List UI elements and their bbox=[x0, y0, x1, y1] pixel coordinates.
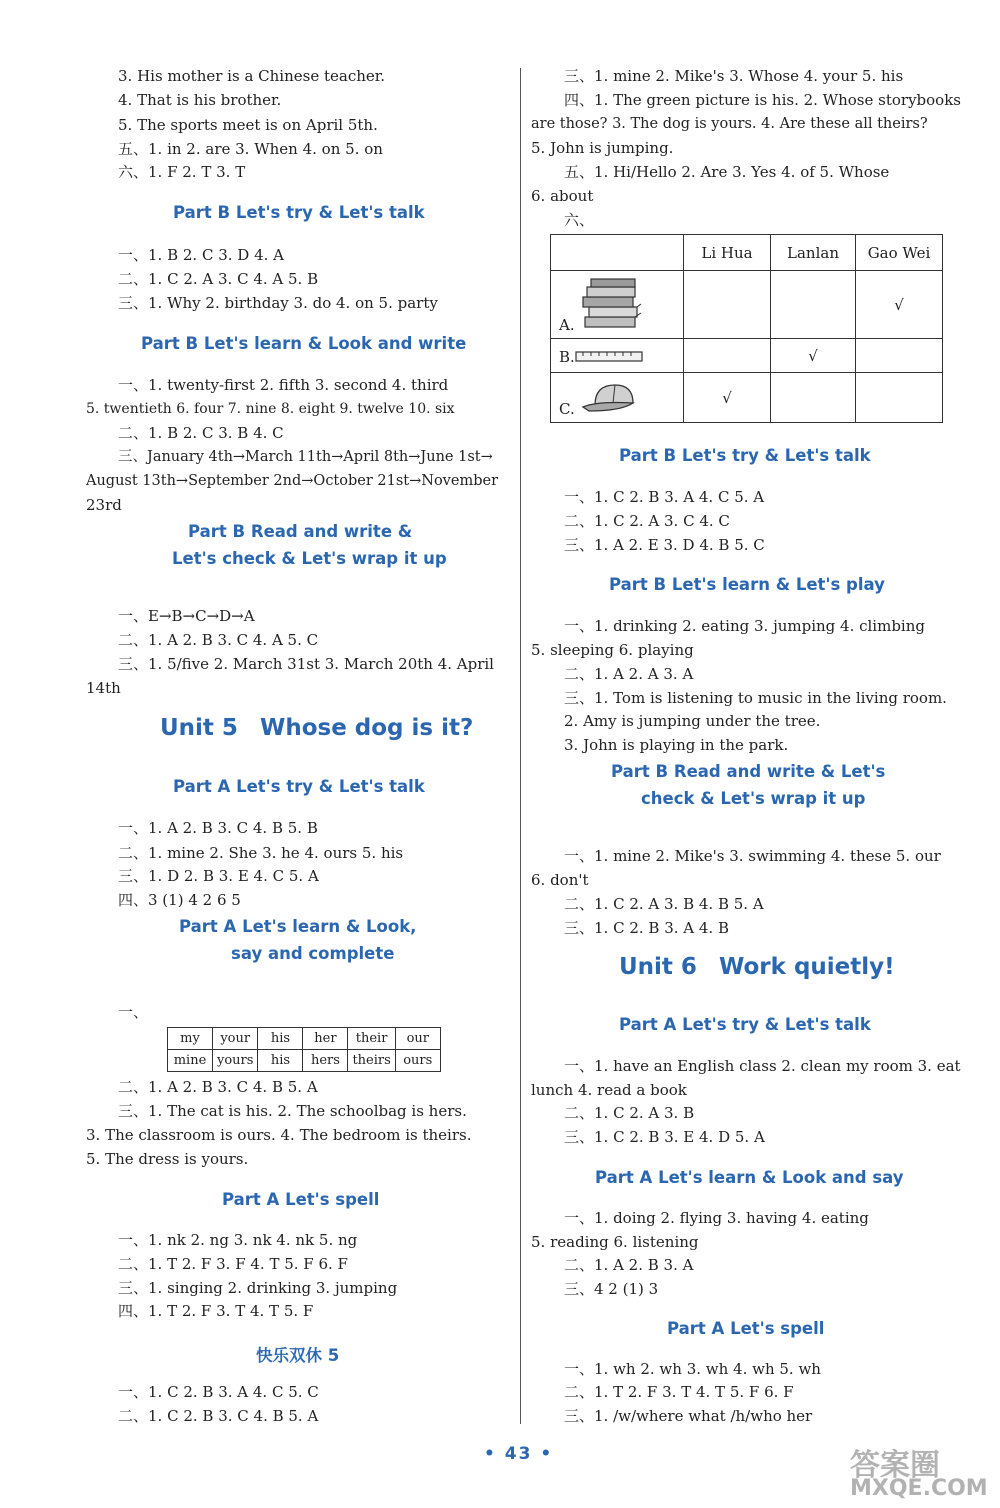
ownership-table bbox=[550, 234, 943, 423]
answer-line: are those? 3. The dog is yours. 4. Are these all theirs? bbox=[531, 116, 928, 132]
table-header: Lanlan bbox=[771, 235, 856, 271]
section-heading: Part A Let's learn & Look, bbox=[179, 917, 417, 936]
answer-line: 一、1. doing 2. flying 3. having 4. eating bbox=[564, 1209, 869, 1227]
answer-line: 三、1. A 2. E 3. D 4. B 5. C bbox=[564, 536, 765, 554]
answer-line: 二、1. A 2. B 3. A bbox=[564, 1256, 694, 1274]
answer-line: 三、1. C 2. B 3. A 4. B bbox=[564, 919, 729, 937]
possessive-table bbox=[167, 1027, 441, 1072]
answer-line: 一、1. have an English class 2. clean my room 3. eat bbox=[564, 1057, 961, 1075]
table-cell: his bbox=[258, 1028, 303, 1050]
section-heading: check & Let's wrap it up bbox=[641, 789, 866, 808]
section-heading: Part B Let's try & Let's talk bbox=[173, 203, 425, 222]
answer-line: 3. John is playing in the park. bbox=[564, 736, 789, 754]
books-icon bbox=[579, 277, 649, 333]
section-heading: Part A Let's try & Let's talk bbox=[173, 777, 425, 796]
table-header: Gao Wei bbox=[856, 235, 943, 271]
answer-line: 五、1. in 2. are 3. When 4. on 5. on bbox=[118, 140, 383, 158]
table-cell bbox=[771, 373, 856, 423]
table-header: Li Hua bbox=[684, 235, 771, 271]
table-cell bbox=[551, 271, 684, 339]
table-cell: my bbox=[168, 1028, 213, 1050]
answer-line: 二、1. T 2. F 3. T 4. T 5. F 6. F bbox=[564, 1383, 794, 1401]
answer-line: 六、 bbox=[564, 211, 595, 229]
table-cell: √ bbox=[684, 373, 771, 423]
table-row bbox=[551, 373, 943, 423]
row-label: A. bbox=[559, 316, 575, 334]
answer-line: 6. about bbox=[531, 187, 594, 205]
unit-title bbox=[619, 954, 895, 980]
answer-line: 二、1. C 2. B 3. C 4. B 5. A bbox=[118, 1407, 319, 1425]
answer-line: 一、1. wh 2. wh 3. wh 4. wh 5. wh bbox=[564, 1360, 821, 1378]
answer-line: 一、E→B→C→D→A bbox=[118, 607, 255, 625]
answer-line: 三、1. mine 2. Mike's 3. Whose 4. your 5. his bbox=[564, 67, 904, 85]
column-divider bbox=[520, 68, 521, 1424]
answer-line: 一、1. C 2. B 3. A 4. C 5. C bbox=[118, 1383, 319, 1401]
answer-line: 二、1. A 2. A 3. A bbox=[564, 665, 694, 683]
answer-line: 一、1. C 2. B 3. A 4. C 5. A bbox=[564, 488, 765, 506]
section-heading: Part B Let's learn & Look and write bbox=[141, 334, 467, 353]
section-heading: Part B Let's try & Let's talk bbox=[619, 446, 871, 465]
answer-line: 5. reading 6. listening bbox=[531, 1233, 699, 1251]
section-heading: Part A Let's try & Let's talk bbox=[619, 1015, 871, 1034]
table-cell: √ bbox=[771, 339, 856, 373]
answer-line: 三、1. D 2. B 3. E 4. C 5. A bbox=[118, 867, 319, 885]
table-cell bbox=[856, 373, 943, 423]
page-number: • 43 • bbox=[484, 1444, 554, 1464]
table-cell: √ bbox=[856, 271, 943, 339]
section-heading: Part B Read and write & Let's bbox=[611, 762, 886, 781]
answer-line: 三、1. /w/where what /h/who her bbox=[564, 1407, 813, 1425]
table-cell bbox=[684, 339, 771, 373]
answer-line: 6. don't bbox=[531, 871, 589, 889]
table-cell: theirs bbox=[348, 1050, 395, 1072]
answer-line: 三、January 4th→March 11th→April 8th→June 1st→ bbox=[118, 449, 493, 465]
answer-line: 一、 bbox=[118, 1003, 149, 1021]
watermark-logo: 答案圈 bbox=[850, 1448, 940, 1483]
answer-line: 一、1. mine 2. Mike's 3. swimming 4. these 5. our bbox=[564, 847, 941, 865]
section-heading: Part A Let's learn & Look and say bbox=[595, 1168, 904, 1187]
table-row bbox=[168, 1050, 441, 1072]
answer-line: 三、1. Tom is listening to music in the living room. bbox=[564, 689, 947, 707]
answer-line: 一、1. twenty-first 2. fifth 3. second 4. third bbox=[118, 376, 449, 394]
section-heading: Part B Let's learn & Let's play bbox=[609, 575, 885, 594]
answer-line: 二、1. B 2. C 3. B 4. C bbox=[118, 424, 284, 442]
answer-line: 3. His mother is a Chinese teacher. bbox=[118, 67, 386, 85]
table-row bbox=[551, 271, 943, 339]
cap-icon bbox=[581, 381, 641, 415]
table-cell: your bbox=[213, 1028, 258, 1050]
table-row bbox=[551, 339, 943, 373]
table-cell bbox=[551, 339, 684, 373]
table-cell bbox=[684, 271, 771, 339]
answer-line: 六、1. F 2. T 3. T bbox=[118, 163, 246, 181]
section-heading: Part A Let's spell bbox=[667, 1319, 825, 1338]
table-cell bbox=[856, 339, 943, 373]
table-cell: hers bbox=[303, 1050, 348, 1072]
unit-name: Whose dog is it? bbox=[259, 715, 474, 741]
section-heading: Part A Let's spell bbox=[222, 1190, 380, 1209]
section-heading: 快乐双休 5 bbox=[256, 1346, 340, 1365]
table-cell: ours bbox=[395, 1050, 440, 1072]
table-cell: yours bbox=[213, 1050, 258, 1072]
answer-line: 一、1. A 2. B 3. C 4. B 5. B bbox=[118, 819, 318, 837]
answer-line: 四、1. The green picture is his. 2. Whose storybooks bbox=[564, 91, 961, 109]
watermark-url: MXQE.COM bbox=[850, 1476, 988, 1501]
table-row bbox=[168, 1028, 441, 1050]
answer-line: lunch 4. read a book bbox=[531, 1081, 687, 1099]
table-cell: his bbox=[258, 1050, 303, 1072]
table-cell bbox=[771, 271, 856, 339]
answer-line: 三、1. Why 2. birthday 3. do 4. on 5. party bbox=[118, 294, 438, 312]
table-cell: mine bbox=[168, 1050, 213, 1072]
answer-line: 二、1. C 2. A 3. C 4. A 5. B bbox=[118, 270, 319, 288]
answer-line: 三、4 2 (1) 3 bbox=[564, 1280, 659, 1298]
answer-line: August 13th→September 2nd→October 21st→November bbox=[86, 473, 498, 489]
section-heading: Part B Read and write & bbox=[188, 522, 413, 541]
answer-line: 5. The sports meet is on April 5th. bbox=[118, 116, 378, 134]
answer-line: 二、1. C 2. A 3. B 4. B 5. A bbox=[564, 895, 764, 913]
answer-line: 二、1. mine 2. She 3. he 4. ours 5. his bbox=[118, 844, 404, 862]
unit-number: Unit 6 bbox=[619, 954, 697, 980]
answer-line: 2. Amy is jumping under the tree. bbox=[564, 712, 821, 730]
table-cell: our bbox=[395, 1028, 440, 1050]
row-label: C. bbox=[559, 400, 575, 418]
answer-line: 二、1. A 2. B 3. C 4. A 5. C bbox=[118, 631, 319, 649]
answer-line: 二、1. T 2. F 3. F 4. T 5. F 6. F bbox=[118, 1255, 348, 1273]
answer-line: 一、1. drinking 2. eating 3. jumping 4. climbing bbox=[564, 617, 925, 635]
answer-line: 五、1. Hi/Hello 2. Are 3. Yes 4. of 5. Whose bbox=[564, 163, 890, 181]
answer-line: 二、1. C 2. A 3. B bbox=[564, 1104, 695, 1122]
answer-line: 二、1. C 2. A 3. C 4. C bbox=[564, 512, 730, 530]
table-cell bbox=[551, 235, 684, 271]
answer-line: 5. sleeping 6. playing bbox=[531, 641, 694, 659]
row-label: B. bbox=[559, 348, 575, 366]
unit-name: Work quietly! bbox=[718, 954, 895, 980]
answer-line: 14th bbox=[86, 679, 121, 697]
section-heading: Let's check & Let's wrap it up bbox=[172, 549, 447, 568]
answer-line: 三、1. singing 2. drinking 3. jumping bbox=[118, 1279, 398, 1297]
answer-line: 二、1. A 2. B 3. C 4. B 5. A bbox=[118, 1078, 318, 1096]
answer-line: 一、1. B 2. C 3. D 4. A bbox=[118, 246, 284, 264]
answer-line: 23rd bbox=[86, 496, 122, 514]
unit-number: Unit 5 bbox=[160, 715, 238, 741]
unit-title bbox=[160, 715, 473, 741]
answer-line: 5. twentieth 6. four 7. nine 8. eight 9. twelve 10. six bbox=[86, 401, 455, 417]
answer-line: 一、1. nk 2. ng 3. nk 4. nk 5. ng bbox=[118, 1231, 358, 1249]
answer-line: 三、1. C 2. B 3. E 4. D 5. A bbox=[564, 1128, 765, 1146]
ruler-icon bbox=[575, 350, 645, 364]
answer-line: 四、3 (1) 4 2 6 5 bbox=[118, 891, 241, 909]
table-cell bbox=[551, 373, 684, 423]
answer-line: 三、1. The cat is his. 2. The schoolbag is hers. bbox=[118, 1102, 467, 1120]
answer-line: 四、1. T 2. F 3. T 4. T 5. F bbox=[118, 1302, 314, 1320]
answer-line: 三、1. 5/five 2. March 31st 3. March 20th 4. April bbox=[118, 655, 494, 673]
answer-line: 5. The dress is yours. bbox=[86, 1150, 249, 1168]
answer-line: 5. John is jumping. bbox=[531, 139, 674, 157]
table-cell: her bbox=[303, 1028, 348, 1050]
section-heading: say and complete bbox=[231, 944, 395, 963]
table-row bbox=[551, 235, 943, 271]
answer-line: 4. That is his brother. bbox=[118, 91, 282, 109]
table-cell: their bbox=[348, 1028, 395, 1050]
answer-line: 3. The classroom is ours. 4. The bedroom is theirs. bbox=[86, 1126, 472, 1144]
